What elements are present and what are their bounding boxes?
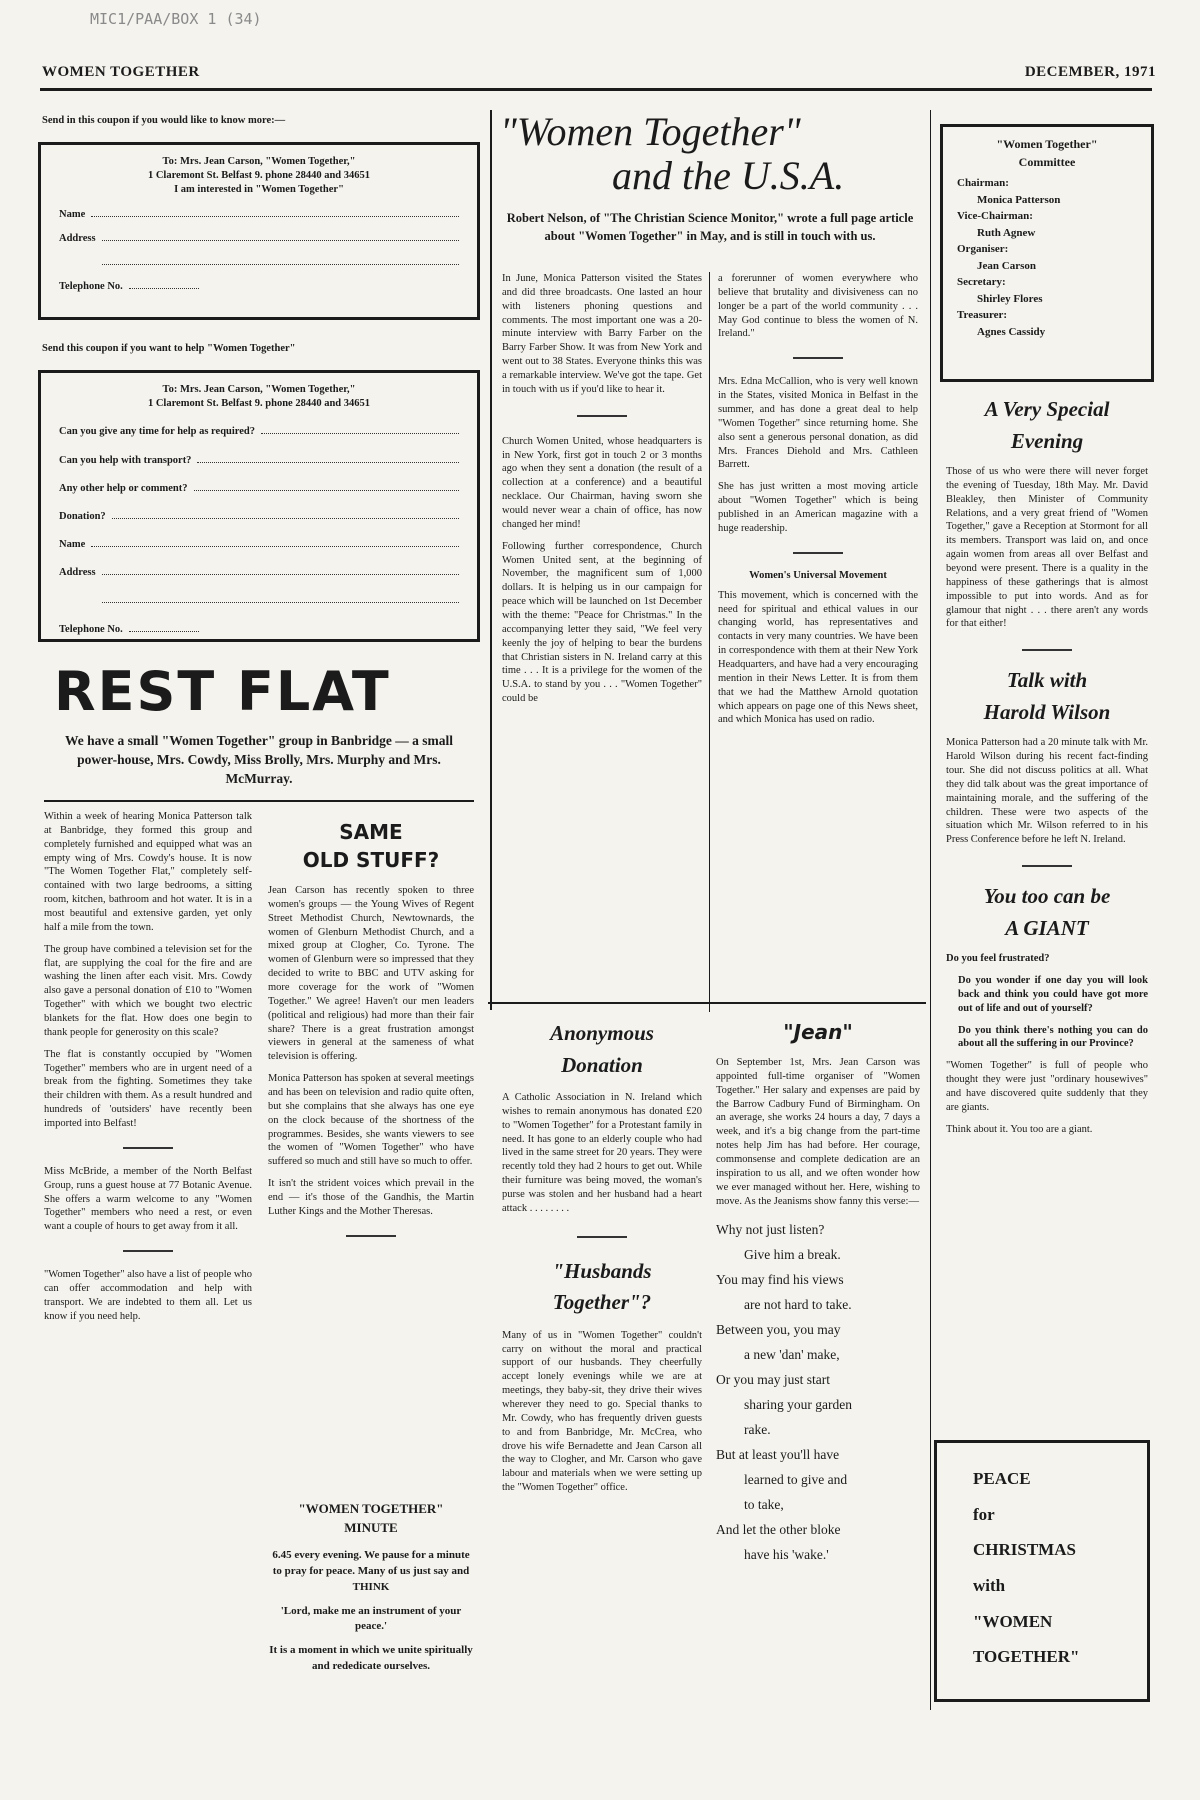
usa-paragraph: Mrs. Edna McCallion, who is very well known in the States, visited Monica in Belfast in the summer, and has done a great deal to help "Women Together" since returning home. She also sent a generous personal donation, as did Mrs. Frances Diehold and Mrs. Cathleen Barrett. xyxy=(718,376,918,471)
committee-title-line: "Women Together" xyxy=(996,137,1098,151)
husbands-title-line: Together"? xyxy=(552,1290,652,1315)
peace-line: PEACE xyxy=(973,1469,1031,1488)
verse-line: You may find his views xyxy=(716,1272,844,1288)
right-column xyxy=(946,394,1148,1137)
usa-paragraph: Following further correspondence, Church Women United sent, at the beginning of November, the magnificent sum of 1,000 dollars. It is helping us in our campaign for peace which will be launched on 1st December with the theme: "Peace for Christmas." In the accompanying letter they said, "We feel very keenly the joy of helping to bear the burdens that Christian sisters in N. Ireland carry at this time . . . It is a privilege for the women of the U.S.A. to stand by you . . . "Women Together" could be xyxy=(502,540,702,705)
giant-title xyxy=(946,881,1148,944)
coupon1-address-field[interactable] xyxy=(59,230,459,246)
coupon2-address: 1 Claremont St. Belfast 9. phone 28440 and 34651 xyxy=(147,398,371,410)
usa-column-2 xyxy=(718,272,918,727)
wilson-title xyxy=(946,665,1148,728)
masthead-date: DECEMBER, 1971 xyxy=(1024,64,1156,80)
usa-title-line: and the U.S.A. xyxy=(612,153,845,198)
husbands-title xyxy=(502,1256,702,1319)
wilson-title-line: Harold Wilson xyxy=(983,699,1111,724)
same-old-title-line: OLD STUFF? xyxy=(302,848,440,872)
coupon1-telephone-field[interactable] xyxy=(59,278,459,294)
separator xyxy=(793,552,843,554)
jean-verse xyxy=(716,1218,920,1568)
anonymous-paragraph: A Catholic Association in N. Ireland which wishes to remain anonymous has donated £20 to "Women Together" for a Protestant family in need. It has gone to an elderly couple who had lived in the same street for 20 years. They were recently told they had 2 hours to get out. While their furniture was being moved, the woman's purse was stolen and her husband had a heart attack . . . . . . . . xyxy=(502,1092,702,1214)
committee-member: Shirley Flores xyxy=(977,292,1043,305)
committee-member: Jean Carson xyxy=(977,259,1036,272)
separator xyxy=(793,357,843,359)
anonymous-title-line: Donation xyxy=(561,1052,643,1077)
verse-line: are not hard to take. xyxy=(744,1297,852,1313)
usa-deck: Robert Nelson, of "The Christian Science Monitor," wrote a full page article about "Women Together" in May, and is still in touch with us. xyxy=(506,211,914,243)
field-dots xyxy=(194,480,459,491)
usa-title xyxy=(500,110,920,198)
coupon2-address-field[interactable] xyxy=(59,564,459,580)
coupon2-address-line2[interactable] xyxy=(59,592,459,608)
coupon2-transport-field[interactable] xyxy=(59,452,459,468)
rest-flat-column xyxy=(44,810,252,1324)
coupon2 xyxy=(38,370,480,642)
committee-role: Secretary: xyxy=(957,276,1006,288)
rest-flat-paragraph: The group have combined a television set for the flat, are supplying the coal for the fire and are washing the linen after each visit. Mrs. Cowdy also gave a personal donation of £10 to "Women Together" with which we bought two electric blankets for the flat. How does one begin to thank people for generosity on this scale? xyxy=(44,943,252,1038)
usa-paragraph: a forerunner of women everywhere who believe that brutality and divisiveness can no longer be a part of the world community . . . May God continue to bless the women of N. Ireland." xyxy=(718,273,918,340)
archive-mark: MIC1/PAA/BOX 1 (34) xyxy=(90,10,262,28)
coupon1-name-field[interactable] xyxy=(59,206,459,222)
jean-paragraph: On September 1st, Mrs. Jean Carson was appointed full-time organiser of "Women Together." Her salary and expenses are paid by the Barrow Cadbury Fund of Birmingham. On an average, she works 24 hours a day, 7 days a week, and it's a big change from the part-time notes help Jim has had before. Her courage, commonsense and complete dedication are an inspiration to us all, and we often wonder how we ever managed without her. Here, wishing to move. As the Jeanisms show fanny this verse:— xyxy=(716,1057,920,1207)
field-label: Can you give any time for help as required? xyxy=(59,426,256,438)
giant-question: Do you wonder if one day you will look back and think you could have got more out of life and out of yourself? xyxy=(958,975,1148,1014)
verse-line: sharing your garden xyxy=(744,1397,852,1413)
same-old-title xyxy=(268,818,474,874)
peace-line: CHRISTMAS xyxy=(973,1540,1076,1560)
verse-line: a new 'dan' make, xyxy=(744,1347,840,1363)
committee-box xyxy=(940,124,1154,382)
husbands-title-line: "Husbands xyxy=(552,1258,652,1283)
same-old-paragraph: It isn't the strident voices which prevail in the end — it's those of the Gandhis, the Martin Luther Kings and the Mother Theresas. xyxy=(268,1178,474,1217)
separator xyxy=(123,1147,173,1149)
giant-title-line: You too can be xyxy=(983,884,1111,909)
rest-flat-paragraph: Within a week of hearing Monica Patterson talk at Banbridge, they formed this group and completely furnished and equipped what was an empty wing of Mrs. Cowdy's house. It is now "The Women Together Flat," completely self-contained with two large bedrooms, a sitting room, kitchen, bathroom and hot water. It is in a most beautiful and extensive garden, yet only half a mile from the town. xyxy=(44,811,252,933)
same-old-column xyxy=(268,818,474,1253)
field-label: Address xyxy=(59,567,96,579)
peace-line: with xyxy=(973,1576,1006,1596)
coupon1-intro: Send in this coupon if you would like to know more:— xyxy=(42,115,286,126)
peace-line: TOGETHER" xyxy=(973,1647,1080,1667)
giant-question: Do you feel frustrated? xyxy=(946,953,1050,965)
masthead-title: WOMEN TOGETHER xyxy=(42,64,200,80)
coupon1-to: To: Mrs. Jean Carson, "Women Together," xyxy=(162,156,356,167)
peace-line: "WOMEN xyxy=(973,1611,1053,1631)
jean-column xyxy=(716,1018,920,1568)
field-label: Telephone No. xyxy=(59,281,123,293)
anonymous-column xyxy=(502,1018,702,1495)
minute-title-line: "WOMEN TOGETHER" xyxy=(298,1501,444,1516)
verse-line: to take, xyxy=(744,1497,784,1513)
wum-paragraph: This movement, which is concerned with the need for spiritual and ethical values in our changing world, has representatives and contacts in very many countries. We have been in correspondence with them at their New York Headquarters, and have had a very encouraging mention in their News Letter. It is from them that we had the Matthew Arnold quotation which appears on page one of this News sheet, and which Monica has used on radio. xyxy=(718,589,918,726)
field-dots xyxy=(197,452,459,463)
rest-flat-rule xyxy=(44,800,474,802)
rest-flat-paragraph: "Women Together" also have a list of people who can offer accommodation and help with transport. We are indebted to them all. Let us know if you need help. xyxy=(44,1269,252,1322)
verse-line: And let the other bloke xyxy=(716,1522,841,1538)
giant-paragraph: Think about it. You too are a giant. xyxy=(946,1123,1093,1135)
special-evening-title xyxy=(946,394,1148,457)
separator xyxy=(1022,649,1072,651)
field-dots xyxy=(91,536,459,547)
coupon2-intro: Send this coupon if you want to help "Women Together" xyxy=(42,343,296,354)
field-label: Name xyxy=(59,539,86,551)
committee-member: Monica Patterson xyxy=(977,193,1061,206)
usa-bottom-rule xyxy=(488,1002,926,1004)
field-label: Any other help or comment? xyxy=(59,482,188,494)
field-label: Can you help with transport? xyxy=(59,454,192,466)
separator xyxy=(577,415,627,417)
field-dots xyxy=(102,564,459,575)
anonymous-title-line: Anonymous xyxy=(550,1021,654,1045)
committee-member: Agnes Cassidy xyxy=(977,325,1046,338)
verse-line: Between you, you may xyxy=(716,1322,841,1338)
usa-paragraph: She has just written a most moving article about "Women Together" which is being published in an American magazine with a huge readership. xyxy=(718,481,918,534)
minute-line: 6.45 every evening. We pause for a minute to pray for peace. Many of us just say and THINK xyxy=(272,1548,470,1593)
coupon2-telephone-field[interactable] xyxy=(59,621,459,637)
committee-title-line: Committee xyxy=(1018,155,1076,169)
committee-role: Treasurer: xyxy=(957,309,1008,321)
separator xyxy=(123,1250,173,1252)
same-old-paragraph: Jean Carson has recently spoken to three women's groups — the Young Wives of Regent Street Methodist Church, Newtownards, the women of Glenburn Methodist Church, and a mixed group at Clogher, Co. Tyrone. The women of Glenburn were so impressed that they decided to write to BBC and UTV asking for more coverage for the work of "Women Together." We agree! Haven't our men leaders (political and religious) had more than their fair share? There is a great frustration amongst viewers in general at the sameness of what television is offering. xyxy=(268,885,474,1063)
separator xyxy=(346,1235,396,1237)
field-dots xyxy=(261,423,459,434)
column-divider xyxy=(709,272,710,1012)
coupon2-donation-field[interactable] xyxy=(59,508,459,524)
coupon2-comment-field[interactable] xyxy=(59,480,459,496)
masthead-rule xyxy=(40,88,1152,91)
separator xyxy=(577,1236,627,1238)
rest-flat-paragraph: The flat is constantly occupied by "Women Together" members who are in urgent need of a break from the fighting. Sometimes they take their children with them. As a result hundred and hundreds of 'outsiders' have recently been imported into Belfast! xyxy=(44,1048,252,1130)
verse-line: Why not just listen? xyxy=(716,1222,825,1238)
coupon1-interest: I am interested in "Women Together" xyxy=(174,184,344,196)
special-evening-paragraph: Those of us who were there will never forget the evening of Tuesday, 18th May. Mr. David Bleakley, then Minister of Community Relations, and a very great friend of "Women Together," gave a Reception at Stormont for all its members. Transport was laid on, and once again women from areas all over Belfast and beyond were present. There is a quality in the happiness of these gatherings that is almost impossible to put into words. And as for glamour that night . . . there aren't any words for that either! xyxy=(946,466,1148,630)
rest-flat-title: REST FLAT xyxy=(54,660,391,723)
verse-line: learned to give and xyxy=(744,1472,848,1488)
committee-role: Organiser: xyxy=(957,243,1009,255)
minute-title-line: MINUTE xyxy=(344,1519,398,1535)
coupon1 xyxy=(38,142,480,320)
verse-line: Or you may just start xyxy=(716,1372,830,1388)
coupon1-address: 1 Claremont St. Belfast 9. phone 28440 and 34651 xyxy=(147,170,371,182)
coupon2-name-field[interactable] xyxy=(59,536,459,552)
minute-box xyxy=(268,1500,474,1675)
same-old-paragraph: Monica Patterson has spoken at several meetings and has been on television and radio quite often, but she complains that she always has one eye on the clock because of the shortness of the programmes. Besides, she wants viewers to see the women of "Women Together" who have suffered so much and still have so much to offer. xyxy=(268,1073,474,1168)
verse-line: But at least you'll have xyxy=(716,1447,840,1463)
column-divider xyxy=(930,110,931,1710)
field-dots xyxy=(129,621,199,632)
giant-question: Do you think there's nothing you can do about all the suffering in our Province? xyxy=(958,1024,1148,1050)
special-evening-title-line: Evening xyxy=(1010,428,1084,453)
usa-paragraph: In June, Monica Patterson visited the States and did three broadcasts. One lasted an hour with listeners phoning questions and comments. The most important one was a 20-minute interview with Barry Farber on the Barry Farber Show. It was from New York and went out to 38 States. Everyone thinks this was a remarkable interview. We've got the tape. Get in touch with us if you'd like to hear it. xyxy=(502,273,702,395)
verse-line: have his 'wake.' xyxy=(744,1547,829,1563)
minute-line: 'Lord, make me an instrument of your peace.' xyxy=(280,1604,462,1633)
giant-paragraph: "Women Together" is full of people who thought they were just "ordinary housewives" and have discovered quite suddenly that they are giants. xyxy=(946,1060,1148,1113)
column-divider xyxy=(490,110,492,1010)
coupon2-time-field[interactable] xyxy=(59,423,459,439)
usa-paragraph: Church Women United, whose headquarters is in New York, first got in touch 2 or 3 months ago when they sent a donation (the result of a collection at a conference) and a beautiful necklace. Our Chairman, having sworn she would never wear a chain of office, has now changed her mind! xyxy=(502,435,702,530)
jean-title: "Jean" xyxy=(783,1020,853,1044)
separator xyxy=(1022,865,1072,867)
committee-member: Ruth Agnew xyxy=(977,226,1036,239)
rest-flat-deck: We have a small "Women Together" group in Banbridge — a small power-house, Mrs. Cowdy, Miss Brolly, Mrs. Murphy and Mrs. McMurray. xyxy=(65,733,453,786)
coupon1-address-line2[interactable] xyxy=(59,254,459,270)
field-label: Donation? xyxy=(59,510,106,522)
peace-box xyxy=(934,1440,1150,1702)
field-label: Name xyxy=(59,208,86,220)
verse-line: rake. xyxy=(744,1422,771,1438)
same-old-title-line: SAME xyxy=(339,820,403,844)
field-dots xyxy=(102,254,459,265)
committee-role: Vice-Chairman: xyxy=(957,210,1033,222)
field-dots xyxy=(91,206,459,217)
giant-title-line: A GIANT xyxy=(1005,915,1089,940)
field-dots xyxy=(129,278,199,289)
peace-line: for xyxy=(973,1504,995,1524)
field-dots xyxy=(102,230,459,241)
field-dots xyxy=(112,508,459,519)
special-evening-title-line: A Very Special xyxy=(984,397,1110,421)
wum-title: Women's Universal Movement xyxy=(749,569,887,581)
committee-role: Chairman: xyxy=(957,177,1009,189)
wilson-title-line: Talk with xyxy=(1006,668,1088,693)
field-label: Address xyxy=(59,232,96,244)
rest-flat-paragraph: Miss McBride, a member of the North Belfast Group, runs a guest house at 77 Botanic Avenue. She offers a warm welcome to any "Women Together" members who need a rest, or even want a couple of hours to get away from it all. xyxy=(44,1165,252,1233)
minute-line: It is a moment in which we unite spiritually and rededicate ourselves. xyxy=(269,1644,473,1673)
minute-title xyxy=(268,1500,474,1538)
field-dots xyxy=(102,592,459,603)
usa-column-1 xyxy=(502,272,702,706)
husbands-paragraph: Many of us in "Women Together" couldn't carry on without the moral and practical support of our husbands. They cheerfully accept lonely evenings while we are at meetings, they baby-sit, they drive their wives wherever they need to go. Special thanks to Mr. Cowdy, who has frequently driven guests to and from Banbridge, Mr. McCrea, who drove his wife Bernadette and Jean Carson all the way to Clogher, and Mr. Carson who gave labour and materials when we were setting up the "Women Together" office. xyxy=(502,1329,702,1494)
wilson-paragraph: Monica Patterson had a 20 minute talk with Mr. Harold Wilson during his recent fact-finding tour. She did not discuss politics at all. What they did talk about was the great importance of maintaining morale, and the suffering of the children. These were two aspects of the situation which Mr. Wilson referred to in his Press Conference before he left N. Ireland. xyxy=(946,737,1148,846)
anonymous-title xyxy=(502,1018,702,1081)
verse-line: Give him a break. xyxy=(744,1247,841,1263)
field-label: Telephone No. xyxy=(59,623,123,635)
usa-title-line: "Women Together" xyxy=(500,109,801,154)
coupon2-to: To: Mrs. Jean Carson, "Women Together," xyxy=(162,384,356,395)
